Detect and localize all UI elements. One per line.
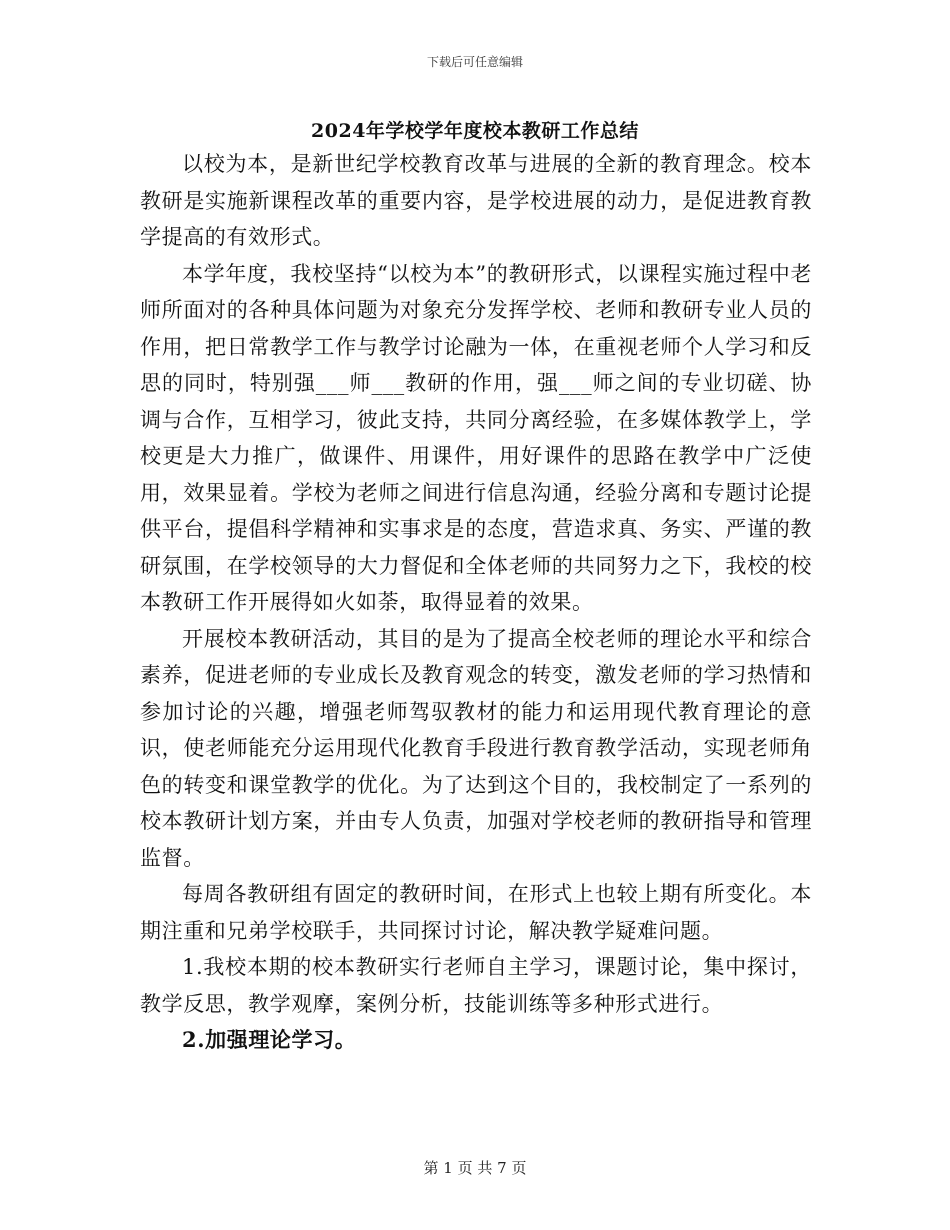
paragraph: 本学年度，我校坚持“以校为本”的教研形式，以课程实施过程中老师所面对的各种具体问题为对象充分发挥学校、老师和教研专业人员的作用，把日常教学工作与教学讨论融为一体，在重视老师个人学习和反思的同时，特别强___师___教研的作用，强___师之间的专业切磋、协调与合作，互相学习，彼此支持，共同分离经验，在多媒体教学上，学校更是大力推广，做课件、用课件，用好课件的思路在教学中广泛使用，效果显着。学校为老师之间进行信息沟通，经验分离和专题讨论提供平台，提倡科学精神和实事求是的态度，营造求真、务实、严谨的教研氛围，在学校领导的大力督促和全体老师的共同努力之下，我校的校本教研工作开展得如火如荼，取得显着的效果。 xyxy=(140,261,812,614)
paragraph: 1.我校本期的校本教研实行老师自主学习，课题讨论，集中探讨，教学反思，教学观摩，案例分析，技能训练等多种形式进行。 xyxy=(140,955,812,1016)
paragraph: 以校为本，是新世纪学校教育改革与进展的全新的教育理念。校本教研是实施新课程改革的重要内容，是学校进展的动力，是促进教育教学提高的有效形式。 xyxy=(140,152,812,249)
paragraph: 每周各教研组有固定的教研时间，在形式上也较上期有所变化。本期注重和兄弟学校联手，共同探讨讨论，解决教学疑难问题。 xyxy=(140,882,812,943)
document-title: 2024年学校学年度校本教研工作总结 xyxy=(311,120,639,142)
page-number: 第 1 页 共 7 页 xyxy=(423,1159,527,1177)
header-note: 下载后可任意编辑 xyxy=(426,55,523,69)
section-heading: 2.加强理论学习。 xyxy=(182,1027,357,1052)
paragraph: 开展校本教研活动，其目的是为了提高全校老师的理论水平和综合素养，促进老师的专业成长及教育观念的转变，激发老师的学习热情和参加讨论的兴趣，增强老师驾驭教材的能力和运用现代教育理论的意识，使老师能充分运用现代化教育手段进行教育教学活动，实现老师角色的转变和课堂教学的优化。为了达到这个目的，我校制定了一系列的校本教研计划方案，并由专人负责，加强对学校老师的教研指导和管理监督。 xyxy=(140,626,812,870)
document-body xyxy=(140,146,812,1059)
